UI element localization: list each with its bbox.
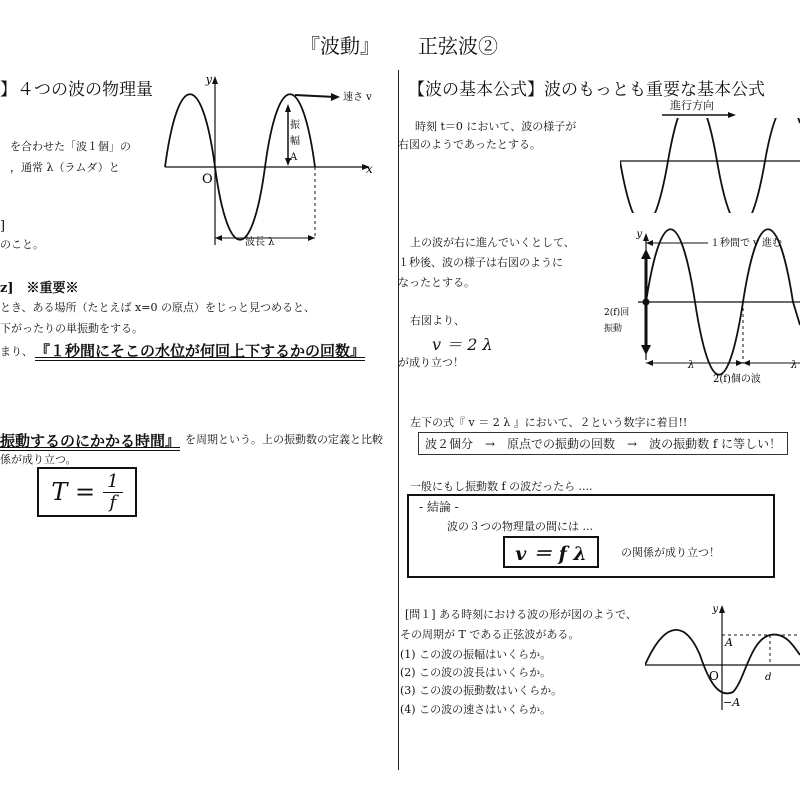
left-text-d: とき、ある場所（たとえば x=0 の原点）をじっと見つめると、	[0, 301, 315, 314]
formula-lhs: T =	[51, 478, 96, 506]
left-text-g: を周期という。上の振動数の定義と比較	[185, 433, 383, 446]
conclusion-formula: v ＝ f λ	[503, 536, 599, 568]
problem-wave-diagram	[645, 600, 800, 715]
problem-intro-2: その周期が T である正弦波がある。	[400, 628, 580, 641]
graph2-top-note: １秒間で v 進む	[710, 238, 783, 249]
right-text1-line2: 右図のようであったとする。	[398, 138, 541, 151]
right-text4: が成り立つ！	[398, 356, 464, 369]
column-divider	[398, 70, 399, 770]
problem-intro-1: [問１] ある時刻における波の形が図のようで、	[405, 608, 637, 621]
left-emphasis-1: 『１秒間にそこの水位が何回上下するかの回数』	[35, 342, 366, 360]
left-emphasis-2: 振動するのにかかる時間』	[0, 432, 181, 450]
prob-A-label: A	[725, 636, 733, 649]
right-text1-line1: 時刻 t＝0 において、波の様子が	[415, 120, 577, 133]
right-text2-line1: 上の波が右に進んでいくとして、	[410, 236, 575, 249]
right-text2-line2: １秒後、波の様子は右図のように	[398, 256, 563, 269]
formula-denominator: f	[109, 491, 117, 513]
right-text5: 左下の式『 v ＝ 2 λ 』において、２という数字に着目!!	[410, 416, 688, 429]
prob-origin-label: O	[709, 669, 719, 683]
graph2-y-label: y	[636, 229, 642, 240]
conclusion-label: - 結論 -	[419, 500, 459, 514]
wave-diagram-1s	[598, 225, 800, 387]
title-main: 『波動』	[300, 34, 380, 58]
left-text-e: 下がったりの単振動をする。	[0, 322, 143, 335]
origin-label: O	[202, 172, 213, 187]
prob-d-label: d	[765, 672, 772, 683]
wavelength-label: 波長 λ	[245, 237, 275, 248]
wave-diagram-left	[160, 70, 390, 255]
left-bracket: ]	[0, 219, 6, 234]
left-section1-heading: 】４つの波の物理量	[0, 80, 153, 100]
right-section-heading: 【波の基本公式】波のもっとも重要な基本公式	[408, 80, 765, 100]
speed-arrow	[295, 95, 335, 97]
conclusion-suffix: の関係が成り立つ！	[621, 546, 720, 559]
graph2-left-note-1: 2(f)回	[604, 308, 630, 318]
left-text-b: ，通常 λ（ラムダ）と	[10, 161, 120, 174]
graph2-lambda-1: λ	[688, 360, 695, 371]
left-section2-heading: z] ※重要※	[0, 281, 79, 296]
conclusion-text: 波の３つの物理量の間には ...	[447, 520, 593, 533]
amp-char-2: 幅	[290, 136, 300, 147]
amp-char-1: 振	[290, 120, 300, 131]
problem-item-3: (3) この波の振動数はいくらか。	[400, 684, 563, 697]
problem-item-1: (1) この波の振幅はいくらか。	[400, 648, 552, 661]
left-text-a: を合わせた「波１個」の	[10, 140, 131, 153]
formula-numerator: 1	[103, 472, 122, 493]
right-text3: 右図より、	[410, 314, 465, 327]
graph2-lambda-2: λ	[791, 360, 798, 371]
wave-diagram-t0	[620, 118, 800, 213]
left-text-c: のこと。	[0, 238, 44, 251]
left-text-h: 係が成り立つ。	[0, 453, 77, 466]
problem-item-2: (2) この波の波長はいくらか。	[400, 666, 552, 679]
x-axis-label: x	[366, 162, 373, 176]
prob-negA-label: −A	[723, 696, 741, 709]
prob-y-label: y	[712, 604, 718, 615]
y-axis-label: y	[205, 73, 212, 86]
title-sub: 正弦波②	[418, 34, 498, 58]
graph2-bottom-note: 2(f)個の波	[713, 374, 761, 385]
left-text-f: まり、	[0, 345, 33, 358]
problem-item-4: (4) この波の速さはいくらか。	[400, 703, 552, 716]
conclusion-box	[407, 494, 775, 578]
right-formula1: v ＝ 2 λ	[432, 335, 493, 354]
reasoning-chain: 波２個分 → 原点での振動の回数 → 波の振動数 f に等しい！	[418, 432, 788, 455]
page-title	[0, 30, 800, 60]
amp-symbol: A	[290, 152, 298, 163]
right-text6: 一般にもし振動数 f の波だったら ....	[410, 480, 593, 493]
formula-fraction	[103, 472, 122, 513]
period-formula-box	[37, 467, 137, 517]
speed-label: 速さ v	[343, 92, 372, 103]
graph2-left-note-2: 振動	[604, 324, 623, 334]
right-text2-line3: なったとする。	[398, 276, 475, 289]
direction-label: 進行方向	[670, 99, 714, 112]
